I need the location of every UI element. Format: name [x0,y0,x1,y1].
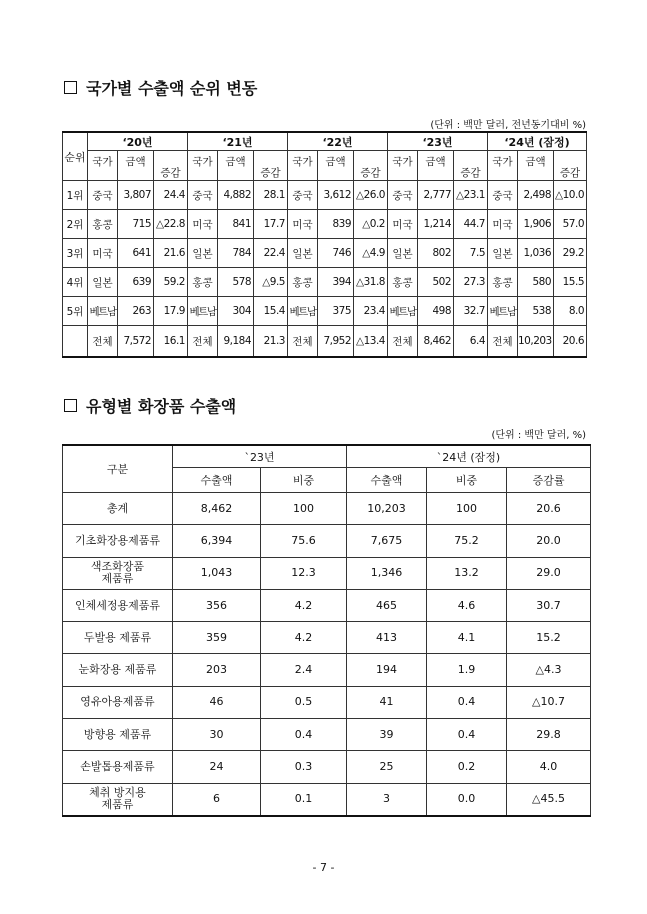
rank-cell: 2위 [63,210,88,239]
amount-cell: 839 [318,210,354,239]
amount-cell: 715 [118,210,154,239]
table-row [63,783,591,816]
section1-unit: (단위 : 백만 달러, 전년동기대비 %) [430,120,586,131]
category-cell: 기초화장용제품류 [63,525,173,557]
amount-cell: 578 [218,268,254,297]
table-row [63,719,591,751]
year-header: ‘20년 [88,132,188,151]
share24-cell: 4.6 [427,589,507,621]
category-cell: 손발톱용제품류 [63,751,173,783]
country-cell: 중국 [488,181,518,210]
share24-cell: 0.0 [427,783,507,816]
country-subheader: 국가 [288,151,318,181]
amount23-cell: 203 [173,654,261,686]
table-row [63,181,587,210]
total-row [63,326,587,358]
table-row [63,239,587,268]
amount23-cell: 6 [173,783,261,816]
share24-cell: 4.1 [427,622,507,654]
change-cell: 17.7 [254,210,288,239]
country-subheader: 국가 [488,151,518,181]
table-row [63,686,591,718]
country-subheader: 국가 [188,151,218,181]
change-cell: 29.2 [554,239,587,268]
amount24-cell: 3 [347,783,427,816]
amount-cell: 502 [418,268,454,297]
amount24-cell: 465 [347,589,427,621]
share23-cell: 100 [261,493,347,525]
growth-cell: 20.0 [507,525,591,557]
rank-cell: 5위 [63,297,88,326]
change-cell: 15.4 [254,297,288,326]
amount24-cell: 10,203 [347,493,427,525]
share24-cell: 13.2 [427,557,507,589]
share-header: 비중 [427,468,507,493]
square-bullet-icon [64,399,77,412]
amount23-cell: 46 [173,686,261,718]
amount23-cell: 30 [173,719,261,751]
category-export-table [62,444,591,817]
amount-cell: 1,036 [518,239,554,268]
amount-cell: 841 [218,210,254,239]
amount-cell: 4,882 [218,181,254,210]
change-subheader: 증감 [554,151,587,181]
amount24-cell: 194 [347,654,427,686]
country-cell: 중국 [388,181,418,210]
change-cell: △31.8 [354,268,388,297]
section1-title [64,76,257,99]
share24-cell: 100 [427,493,507,525]
country-cell: 홍콩 [188,268,218,297]
growth-cell: 20.6 [507,493,591,525]
country-cell: 일본 [288,239,318,268]
change-cell: △10.0 [554,181,587,210]
table-row [63,589,591,621]
country-cell: 베트남 [488,297,518,326]
change-cell: 20.6 [554,326,587,358]
share-header: 비중 [261,468,347,493]
country-cell: 전체 [488,326,518,358]
change-subheader: 증감 [254,151,288,181]
amount-header: 수출액 [347,468,427,493]
amount-cell: 3,612 [318,181,354,210]
category-cell: 두발용 제품류 [63,622,173,654]
growth-cell: 30.7 [507,589,591,621]
table-row [63,525,591,557]
country-cell: 일본 [488,239,518,268]
change-cell: 59.2 [154,268,188,297]
change-cell: △23.1 [454,181,488,210]
amount-subheader: 금액 [518,151,554,181]
amount24-cell: 1,346 [347,557,427,589]
category-cell: 색조화장품 제품류 [63,557,173,589]
country-cell: 일본 [388,239,418,268]
change-cell: 6.4 [454,326,488,358]
growth-cell: 29.8 [507,719,591,751]
table-row [63,493,591,525]
table-row [63,557,591,589]
change-cell: 21.3 [254,326,288,358]
country-cell: 베트남 [388,297,418,326]
growth-cell: △10.7 [507,686,591,718]
amount24-cell: 41 [347,686,427,718]
category-cell: 눈화장용 제품류 [63,654,173,686]
change-cell: △0.2 [354,210,388,239]
country-cell: 베트남 [288,297,318,326]
country-cell: 홍콩 [88,210,118,239]
table-row [63,654,591,686]
change-cell: 17.9 [154,297,188,326]
change-cell: △26.0 [354,181,388,210]
amount-cell: 784 [218,239,254,268]
amount-cell: 538 [518,297,554,326]
share23-cell: 0.5 [261,686,347,718]
rank-header: 순위 [63,132,88,181]
amount-cell: 580 [518,268,554,297]
change-cell: 21.6 [154,239,188,268]
country-cell: 베트남 [88,297,118,326]
growth-header: 증감률 [507,468,591,493]
amount24-cell: 39 [347,719,427,751]
square-bullet-icon [64,81,77,94]
amount24-cell: 7,675 [347,525,427,557]
change-subheader: 증감 [154,151,188,181]
category-cell: 인체세정용제품류 [63,589,173,621]
amount23-cell: 24 [173,751,261,783]
growth-cell: 4.0 [507,751,591,783]
year-header: ‘22년 [288,132,388,151]
country-cell: 중국 [188,181,218,210]
country-cell: 미국 [188,210,218,239]
amount23-cell: 359 [173,622,261,654]
change-cell: 24.4 [154,181,188,210]
category-cell: 총계 [63,493,173,525]
amount-header: 수출액 [173,468,261,493]
change-cell: 57.0 [554,210,587,239]
country-cell: 일본 [188,239,218,268]
amount-cell: 3,807 [118,181,154,210]
year23-header: `23년 [173,445,347,468]
amount-cell: 639 [118,268,154,297]
change-cell: 27.3 [454,268,488,297]
table-row [63,268,587,297]
table-row [63,210,587,239]
amount-cell: 394 [318,268,354,297]
share23-cell: 4.2 [261,622,347,654]
country-cell: 미국 [88,239,118,268]
year24-header: `24년 (잠정) [347,445,591,468]
table-row [63,297,587,326]
change-cell: 23.4 [354,297,388,326]
growth-cell: 15.2 [507,622,591,654]
amount24-cell: 413 [347,622,427,654]
share23-cell: 0.1 [261,783,347,816]
year-header: ‘21년 [188,132,288,151]
change-cell: 44.7 [454,210,488,239]
change-cell: 7.5 [454,239,488,268]
share23-cell: 12.3 [261,557,347,589]
country-cell: 전체 [288,326,318,358]
growth-cell: △45.5 [507,783,591,816]
amount-cell: 7,952 [318,326,354,358]
change-cell: △22.8 [154,210,188,239]
country-cell: 미국 [488,210,518,239]
country-ranking-table [62,131,587,358]
rank-cell [63,326,88,358]
growth-cell: 29.0 [507,557,591,589]
category-cell: 방향용 제품류 [63,719,173,751]
year-header: ‘24년 (잠정) [488,132,587,151]
rank-cell: 3위 [63,239,88,268]
change-cell: 15.5 [554,268,587,297]
change-cell: 28.1 [254,181,288,210]
rank-cell: 1위 [63,181,88,210]
change-cell: △4.9 [354,239,388,268]
country-cell: 중국 [288,181,318,210]
category-header: 구분 [63,445,173,493]
change-cell: △9.5 [254,268,288,297]
amount-cell: 2,777 [418,181,454,210]
country-subheader: 국가 [88,151,118,181]
amount23-cell: 6,394 [173,525,261,557]
country-cell: 미국 [288,210,318,239]
change-cell: △13.4 [354,326,388,358]
share24-cell: 75.2 [427,525,507,557]
amount-subheader: 금액 [418,151,454,181]
table-row [63,751,591,783]
year-header: ‘23년 [388,132,488,151]
amount-cell: 304 [218,297,254,326]
country-cell: 전체 [88,326,118,358]
section2-title [64,394,236,417]
amount23-cell: 1,043 [173,557,261,589]
country-cell: 전체 [388,326,418,358]
country-cell: 중국 [88,181,118,210]
share24-cell: 0.2 [427,751,507,783]
change-subheader: 증감 [354,151,388,181]
country-cell: 홍콩 [488,268,518,297]
country-subheader: 국가 [388,151,418,181]
share23-cell: 0.4 [261,719,347,751]
section2-unit: (단위 : 백만 달러, %) [491,430,586,441]
country-cell: 일본 [88,268,118,297]
amount-cell: 9,184 [218,326,254,358]
amount23-cell: 8,462 [173,493,261,525]
share23-cell: 2.4 [261,654,347,686]
amount-cell: 498 [418,297,454,326]
change-cell: 8.0 [554,297,587,326]
amount-cell: 263 [118,297,154,326]
category-cell: 체취 방지용 제품류 [63,783,173,816]
country-cell: 베트남 [188,297,218,326]
amount-cell: 1,906 [518,210,554,239]
country-cell: 전체 [188,326,218,358]
amount-cell: 746 [318,239,354,268]
change-cell: 22.4 [254,239,288,268]
section2-title-text: 유형별 화장품 수출액 [86,397,237,416]
amount24-cell: 25 [347,751,427,783]
share24-cell: 0.4 [427,686,507,718]
table-row [63,622,591,654]
amount-subheader: 금액 [218,151,254,181]
amount-cell: 375 [318,297,354,326]
amount-cell: 1,214 [418,210,454,239]
rank-cell: 4위 [63,268,88,297]
amount-cell: 7,572 [118,326,154,358]
amount-cell: 8,462 [418,326,454,358]
country-cell: 홍콩 [288,268,318,297]
amount-subheader: 금액 [318,151,354,181]
change-cell: 16.1 [154,326,188,358]
amount-cell: 641 [118,239,154,268]
category-cell: 영유아용제품류 [63,686,173,718]
share23-cell: 4.2 [261,589,347,621]
amount-cell: 2,498 [518,181,554,210]
growth-cell: △4.3 [507,654,591,686]
section1-title-text: 국가별 수출액 순위 변동 [86,79,258,98]
share24-cell: 1.9 [427,654,507,686]
amount-cell: 802 [418,239,454,268]
amount-cell: 10,203 [518,326,554,358]
page-number: - 7 - [312,861,335,874]
share23-cell: 0.3 [261,751,347,783]
amount-subheader: 금액 [118,151,154,181]
share24-cell: 0.4 [427,719,507,751]
change-subheader: 증감 [454,151,488,181]
change-cell: 32.7 [454,297,488,326]
share23-cell: 75.6 [261,525,347,557]
country-cell: 홍콩 [388,268,418,297]
country-cell: 미국 [388,210,418,239]
amount23-cell: 356 [173,589,261,621]
